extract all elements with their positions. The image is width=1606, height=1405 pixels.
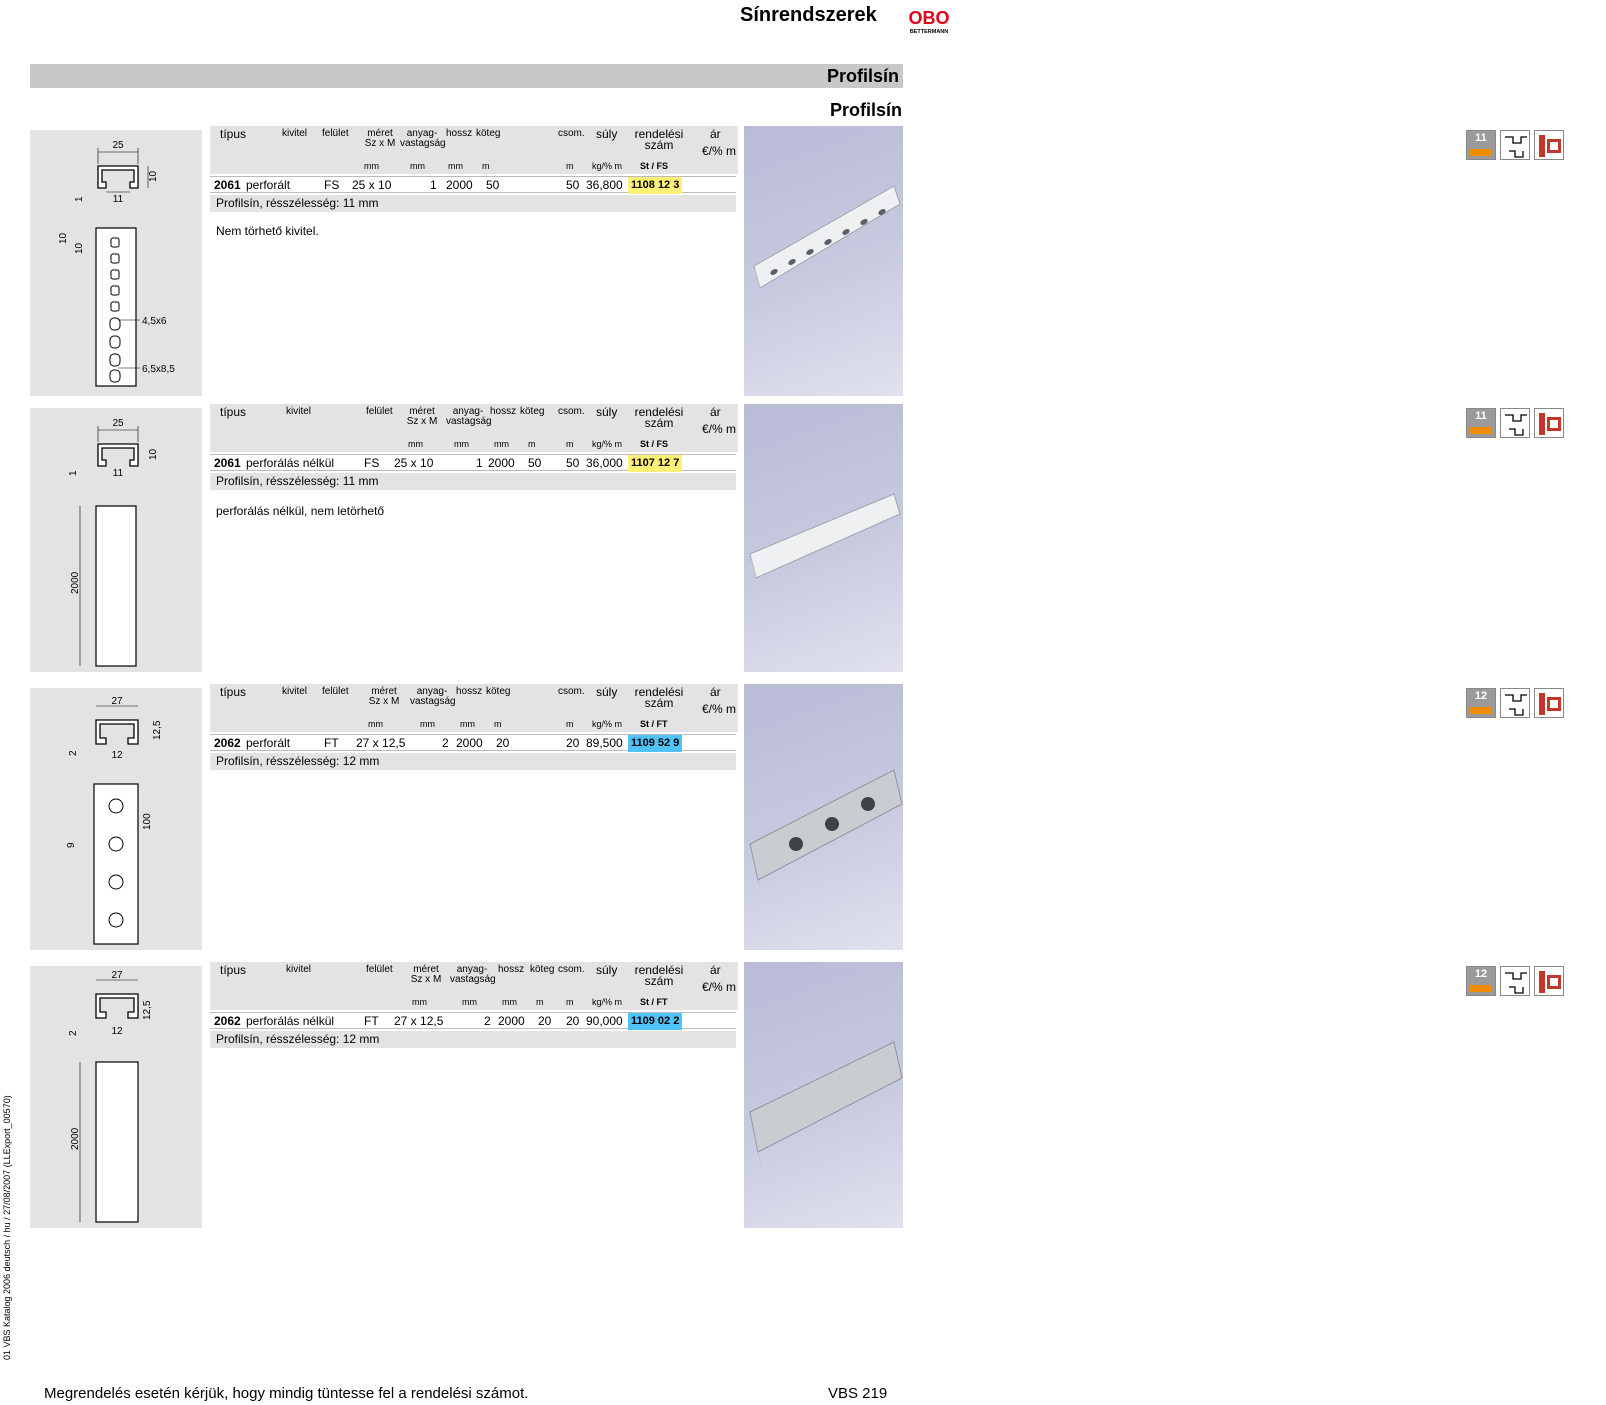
dim-slot: 11 xyxy=(112,468,124,479)
table-header: típus kivitel felület méret Sz x M anyag- vastagság hossz köteg csom. súly rendelési szám xyxy=(210,404,736,436)
dim-width: 27 xyxy=(111,696,123,707)
col-anyag: anyag- vastagság xyxy=(400,128,446,149)
obo-logo xyxy=(902,7,956,35)
product-photo xyxy=(744,404,1487,672)
dim-slot: 12 xyxy=(111,750,123,761)
table-row[interactable]: 2062 perforálás nélkül FT 27 x 12,5 2 2000 20 20 90,000 1109 02 2 xyxy=(210,1012,736,1029)
page-header-title: Sínrendszerek xyxy=(740,4,877,26)
table-header xyxy=(210,126,736,158)
col-csom: csom. xyxy=(558,128,585,139)
table-units: mm mm mm m m kg/% m St / FT xyxy=(210,994,736,1010)
slot-width-icon: 12 xyxy=(1466,688,1496,718)
product-remark: perforálás nélkül, nem letörhető xyxy=(216,504,385,518)
price-header: ár €/% m xyxy=(700,126,738,174)
footer-note: Megrendelés esetén kérjük, hogy mindig tüntesse fel a rendelési számot. xyxy=(44,1385,529,1402)
order-number[interactable]: 1108 12 3 xyxy=(628,177,682,194)
table-units: mm mm mm m m kg/% m St / FS xyxy=(210,158,736,174)
price-header: ár €/% m xyxy=(700,404,738,452)
fastener-icon xyxy=(1534,966,1564,996)
table-units: mm mm mm m m kg/% m St / FT xyxy=(210,716,736,732)
technical-drawing xyxy=(30,130,202,396)
dim-thickness: 1 xyxy=(74,196,85,202)
dim-slot: 12 xyxy=(111,1026,123,1037)
dim-hole-small: 4,5x6 xyxy=(142,316,167,327)
col-suly: súly xyxy=(596,127,618,141)
profile-shape-icon xyxy=(1500,966,1530,996)
catalog-reference: 01 VBS Katalog 2006 deutsch / hu / 27/08/2007 (LLExport_00570) xyxy=(2,1095,12,1360)
dim-width: 25 xyxy=(112,140,124,151)
slot-width-icon: 12 xyxy=(1466,966,1496,996)
product-section-3 xyxy=(30,684,1488,950)
order-number[interactable]: 1109 02 2 xyxy=(628,1013,682,1030)
product-remark: Nem törhető kivitel. xyxy=(216,224,319,238)
product-section-2 xyxy=(30,404,1487,672)
dim-height: 10 xyxy=(148,170,159,182)
dim-length: 2000 xyxy=(70,571,81,594)
col-felulet: felület xyxy=(322,128,349,139)
table-row[interactable]: 2061 perforált FS 25 x 10 1 2000 50 50 36,800 1108 12 3 xyxy=(210,176,736,193)
note-row: Profilsín, résszélesség: 12 mm xyxy=(210,753,736,770)
fastener-icon xyxy=(1534,130,1564,160)
col-kivitel: kivitel xyxy=(282,128,308,139)
product-section-4 xyxy=(30,962,1488,1228)
logo-text: OBO xyxy=(908,8,950,28)
dim-hole-large: 6,5x8,5 xyxy=(142,364,175,375)
col-hossz: hossz xyxy=(446,128,473,139)
product-photo xyxy=(744,126,1487,396)
dim-height: 12,5 xyxy=(152,720,163,740)
product-photo xyxy=(744,684,1488,950)
material-code: St / FS xyxy=(640,161,669,171)
rail-photo-illustration xyxy=(744,404,903,672)
table-units: mm mm mm m m kg/% m St / FS xyxy=(210,436,736,452)
price-header: ár €/% m xyxy=(700,962,738,1010)
dim-height: 10 xyxy=(148,448,159,460)
note-row: Profilsín, résszélesség: 12 mm xyxy=(210,1031,736,1048)
dim-pitch-1: 10 xyxy=(58,232,69,244)
slot-width-icon: 11 xyxy=(1466,408,1496,438)
dim-thickness: 2 xyxy=(68,750,79,756)
product-photo xyxy=(744,962,1488,1228)
note-row: Profilsín, résszélesség: 11 mm xyxy=(210,195,736,212)
fastener-icon xyxy=(1534,688,1564,718)
profile-shape-icon xyxy=(1500,130,1530,160)
col-rendelesi: rendelési szám xyxy=(634,127,684,152)
dim-width: 25 xyxy=(112,418,124,429)
profile-shape-icon xyxy=(1500,688,1530,718)
slot-width-icon: 11 xyxy=(1466,130,1496,160)
col-meret: méret Sz x M xyxy=(364,128,396,149)
technical-drawing xyxy=(30,408,202,672)
dim-thickness: 1 xyxy=(68,470,79,476)
dim-hole-pitch: 100 xyxy=(142,813,153,830)
product-section-1 xyxy=(30,126,1487,396)
profile-shape-icon xyxy=(1500,408,1530,438)
rail-photo-illustration xyxy=(744,962,903,1228)
table-row[interactable]: 2061 perforálás nélkül FS 25 x 10 1 2000 50 50 36,000 1107 12 7 xyxy=(210,454,736,471)
band-title: Profilsín xyxy=(826,66,899,86)
dim-slot: 11 xyxy=(112,194,124,205)
table-row[interactable]: 2062 perforált FT 27 x 12,5 2 2000 20 20 89,500 1109 52 9 xyxy=(210,734,736,751)
table-header: típus kivitel felület méret Sz x M anyag- vastagság hossz köteg csom. súly rendelési szám xyxy=(210,962,736,994)
col-koteg: köteg xyxy=(476,128,501,139)
title-band xyxy=(30,64,903,88)
technical-drawing xyxy=(30,688,202,950)
technical-drawing xyxy=(30,966,202,1228)
note-row: Profilsín, résszélesség: 11 mm xyxy=(210,473,736,490)
section-subtitle: Profilsín xyxy=(829,100,902,120)
order-number[interactable]: 1107 12 7 xyxy=(628,455,682,472)
dim-length: 2000 xyxy=(70,1127,81,1150)
rail-photo-illustration xyxy=(744,126,903,396)
order-number[interactable]: 1109 52 9 xyxy=(628,735,682,752)
page-number: VBS 219 xyxy=(828,1385,888,1402)
fastener-icon xyxy=(1534,408,1564,438)
dim-thickness: 2 xyxy=(68,1030,79,1036)
dim-width: 27 xyxy=(111,970,123,981)
dim-height: 12,5 xyxy=(142,1000,153,1020)
logo-subtext: BETTERMANN xyxy=(909,29,949,35)
col-tipus: típus xyxy=(220,127,247,141)
rail-photo-illustration xyxy=(744,684,903,950)
dim-hole-diameter: 9 xyxy=(66,842,77,848)
table-header: típus kivitel felület méret Sz x M anyag- vastagság hossz köteg csom. súly rendelési szám xyxy=(210,684,736,716)
dim-pitch-2: 10 xyxy=(74,242,85,254)
price-header: ár €/% m xyxy=(700,684,738,732)
